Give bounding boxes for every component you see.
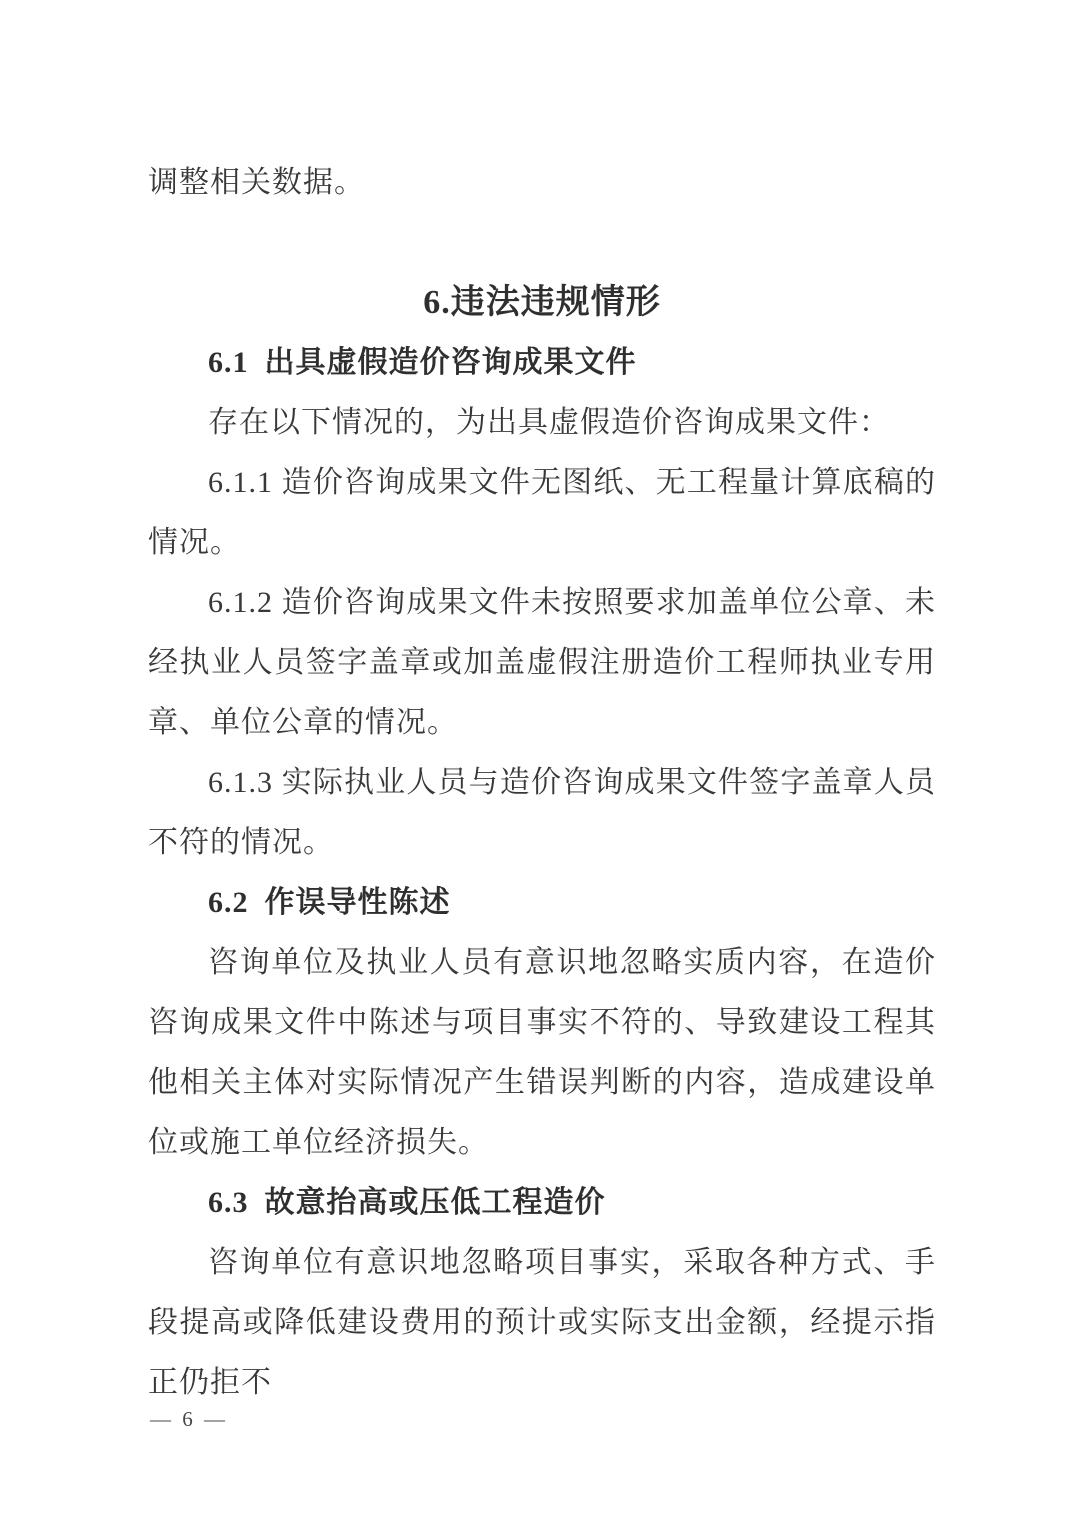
page-content — [148, 153, 936, 1413]
paragraph: 存在以下情况的，为出具虚假造价咨询成果文件： — [208, 406, 890, 439]
chapter-heading: 6.违法违规情形 — [423, 284, 661, 321]
section-number: 6.3 — [208, 1186, 249, 1219]
section-title: 作误导性陈述 — [264, 886, 451, 919]
section-heading-6-2 — [148, 873, 936, 933]
section-title: 故意抬高或压低工程造价 — [264, 1186, 606, 1219]
paragraph: 6.1.2 造价咨询成果文件未按照要求加盖单位公章、未经执业人员签字盖章或加盖虚假注册造价工程师执业专用章、单位公章的情况。 — [148, 586, 936, 739]
intro-paragraph: 调整相关数据。 — [148, 166, 365, 199]
section-heading-6-1 — [148, 333, 936, 393]
page-number: — 6 — — [150, 1407, 228, 1431]
section-number: 6.2 — [208, 886, 249, 919]
section-heading-6-3 — [148, 1173, 936, 1233]
paragraph: 咨询单位有意识地忽略项目事实，采取各种方式、手段提高或降低建设费用的预计或实际支出金额，经提示指正仍拒不 — [148, 1246, 936, 1399]
paragraph: 咨询单位及执业人员有意识地忽略实质内容，在造价咨询成果文件中陈述与项目事实不符的、导致建设工程其他相关主体对实际情况产生错误判断的内容，造成建设单位或施工单位经济损失。 — [148, 946, 936, 1159]
paragraph: 6.1.1 造价咨询成果文件无图纸、无工程量计算底稿的情况。 — [148, 466, 936, 559]
section-title: 出具虚假造价咨询成果文件 — [264, 346, 637, 379]
paragraph: 6.1.3 实际执业人员与造价咨询成果文件签字盖章人员不符的情况。 — [148, 766, 936, 859]
section-number: 6.1 — [208, 346, 249, 379]
